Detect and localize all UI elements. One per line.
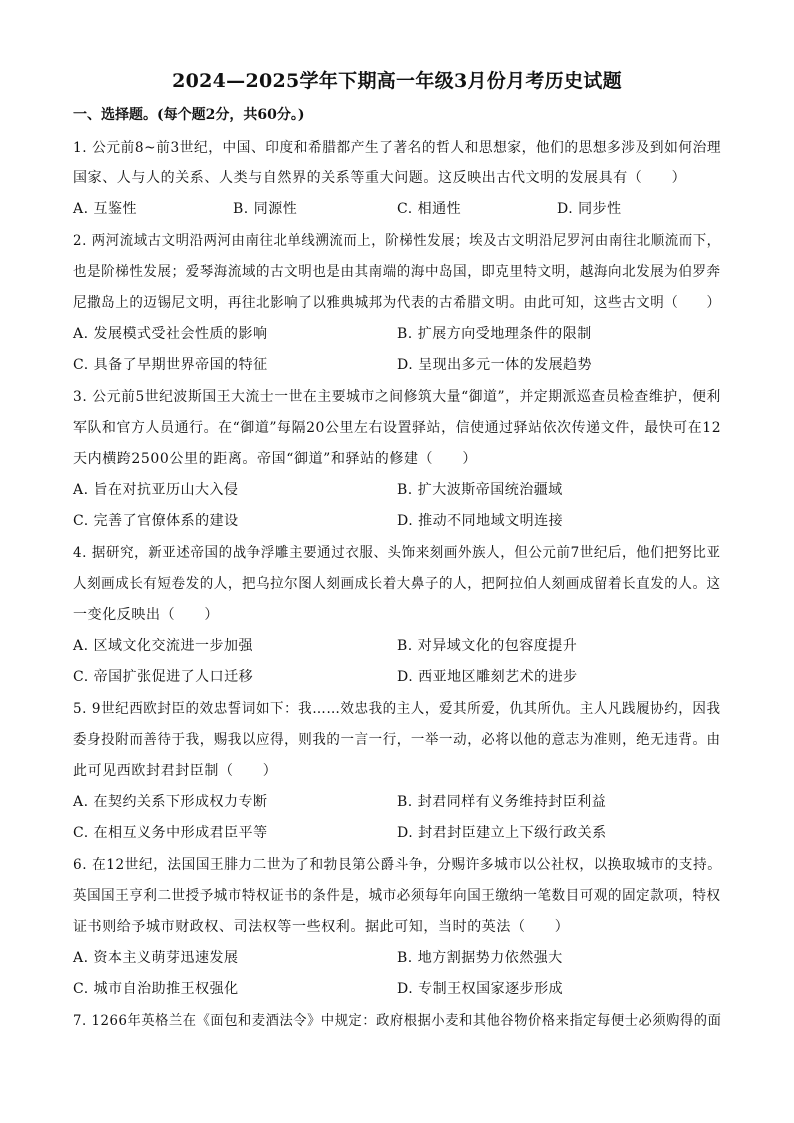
question-4-option-c: C. 帝国扩张促进了人口迁移 xyxy=(73,669,254,685)
question-5-line-2: 委身投附而善待于我，赐我以应得，则我的一言一行，一举一动，必将以他的意志为准则，绝无违背。由 xyxy=(73,732,721,748)
question-4-option-a: A. 区域文化交流进一步加强 xyxy=(73,638,254,654)
question-2-line-1: 2. 两河流域古文明沿两河由南往北单线溯流而上，阶梯性发展；埃及古文明沿尼罗河由南往北顺流而下， xyxy=(73,233,721,249)
question-5-line-1: 5. 9世纪西欧封臣的效忠誓词如下：我……效忠我的主人，爱其所爱，仇其所仇。主人凡践履协约，因我 xyxy=(73,701,721,717)
question-5-option-a: A. 在契约关系下形成权力专断 xyxy=(73,794,268,810)
question-2-line-3: 尼撒岛上的迈锡尼文明，再往北影响了以雅典城邦为代表的古希腊文明。由此可知，这些古文明（ ） xyxy=(73,295,721,311)
question-5-option-d: D. 封君封臣建立上下级行政关系 xyxy=(397,825,607,841)
section-heading: 一、选择题。(每个题2分，共60分。) xyxy=(73,107,305,123)
question-6-line-2: 英国国王亨利二世授予城市特权证书的条件是，城市必须每年向国王缴纳一笔数目可观的固定款项，特权 xyxy=(73,888,721,904)
question-6-option-c: C. 城市自治助推王权强化 xyxy=(73,981,239,997)
question-5-option-c: C. 在相互义务中形成君臣平等 xyxy=(73,825,268,841)
question-6-line-3: 证书则给予城市财政权、司法权等一些权利。据此可知，当时的英法（ ） xyxy=(73,919,570,935)
question-2-line-2: 也是阶梯性发展；爱琴海流域的古文明也是由其南端的海中岛国，即克里特文明，越海向北发展为伯罗奔 xyxy=(73,264,721,280)
exam-title: 2024—2025学年下期高一年级3月份月考历史试题 xyxy=(172,70,622,92)
question-4-line-1: 4. 据研究，新亚述帝国的战争浮雕主要通过衣服、头饰来刻画外族人，但公元前7世纪后，他们把努比亚 xyxy=(73,545,721,561)
question-1-option-d: D. 同步性 xyxy=(557,201,622,217)
question-3-option-a: A. 旨在对抗亚历山大入侵 xyxy=(73,482,239,498)
question-1-line-1: 1. 公元前8~前3世纪，中国、印度和希腊都产生了著名的哲人和思想家，他们的思想多涉及到如何治理 xyxy=(73,140,722,156)
question-2-option-d: D. 呈现出多元一体的发展趋势 xyxy=(397,357,593,373)
question-3-line-1: 3. 公元前5世纪波斯国王大流士一世在主要城市之间修筑大量“御道”，并定期派巡查员检查维护，便利 xyxy=(73,389,721,405)
question-4-option-b: B. 对异域文化的包容度提升 xyxy=(397,638,578,654)
question-2-option-b: B. 扩展方向受地理条件的限制 xyxy=(397,326,592,342)
question-5-line-3: 此可见西欧封君封臣制（ ） xyxy=(73,763,278,779)
question-3-line-2: 军队和官方人员通行。在“御道”每隔20公里左右设置驿站，信使通过驿站依次传递文件，最快可在12 xyxy=(73,420,722,436)
question-1-option-c: C. 相通性 xyxy=(397,201,462,217)
question-4-line-2: 人刻画成长有短卷发的人，把乌拉尔图人刻画成长着大鼻子的人，把阿拉伯人刻画成留着长直发的人。这 xyxy=(73,576,721,592)
question-3-line-3: 天内横跨2500公里的距离。帝国“御道”和驿站的修建（ ） xyxy=(73,451,477,467)
question-4-line-3: 一变化反映出（ ） xyxy=(73,607,219,623)
question-6-option-b: B. 地方割据势力依然强大 xyxy=(397,950,563,966)
question-1-line-2: 国家、人与人的关系、人类与自然界的关系等重大问题。这反映出古代文明的发展具有（ ） xyxy=(73,170,687,186)
question-1-option-a: A. 互鉴性 xyxy=(73,201,138,217)
question-6-line-1: 6. 在12世纪，法国国王腓力二世为了和勃艮第公爵斗争，分赐许多城市以公社权，以换取城市的支持。 xyxy=(73,857,722,873)
question-3-option-b: B. 扩大波斯帝国统治疆域 xyxy=(397,482,563,498)
question-2-option-a: A. 发展模式受社会性质的影响 xyxy=(73,326,268,342)
question-1-option-b: B. 同源性 xyxy=(233,201,298,217)
question-7-line-1: 7. 1266年英格兰在《面包和麦酒法令》中规定：政府根据小麦和其他谷物价格来指定每便士必须购得的面 xyxy=(73,1013,722,1029)
question-3-option-c: C. 完善了官僚体系的建设 xyxy=(73,513,239,529)
question-3-option-d: D. 推动不同地域文明连接 xyxy=(397,513,564,529)
question-6-option-d: D. 专制王权国家逐步形成 xyxy=(397,981,564,997)
question-5-option-b: B. 封君同样有义务维持封臣利益 xyxy=(397,794,607,810)
question-6-option-a: A. 资本主义萌芽迅速发展 xyxy=(73,950,239,966)
question-4-option-d: D. 西亚地区雕刻艺术的进步 xyxy=(397,669,578,685)
question-2-option-c: C. 具备了早期世界帝国的特征 xyxy=(73,357,268,373)
